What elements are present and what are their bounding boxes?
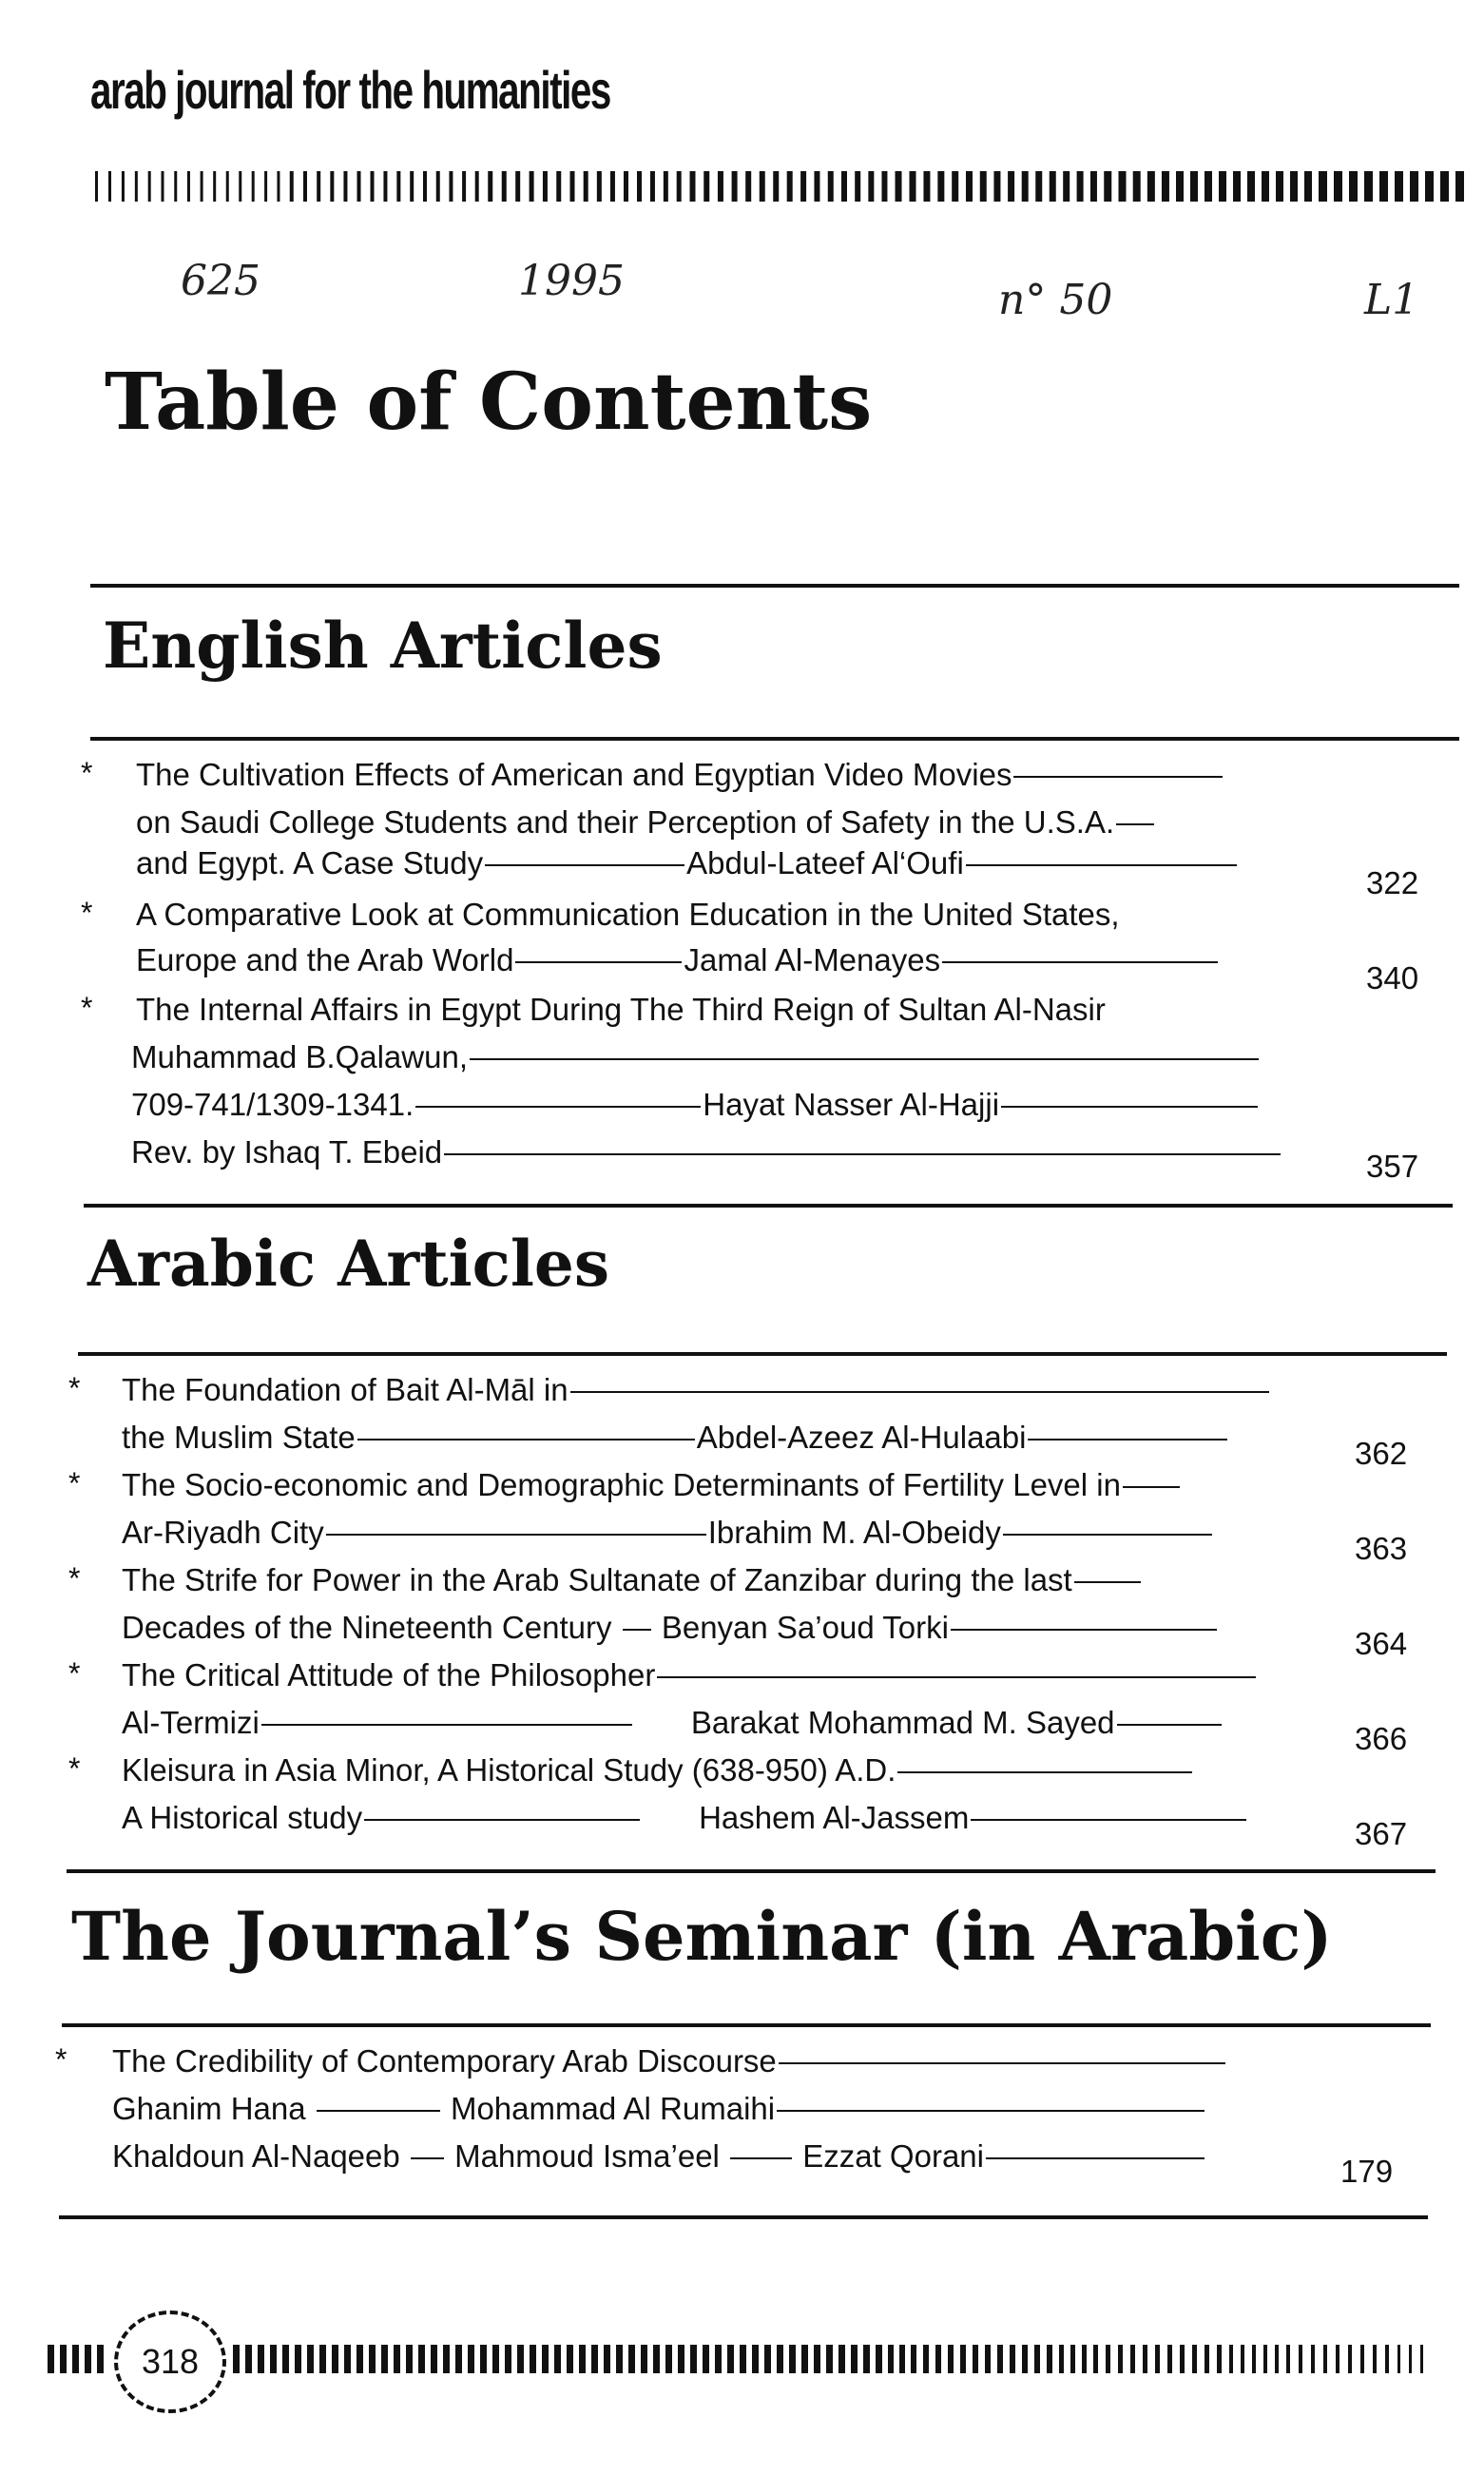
article-title-line: on Saudi College Students and their Perception of Safety in the U.S.A. (136, 805, 1156, 840)
article-title-line: The Credibility of Contemporary Arab Discourse (112, 2044, 1227, 2079)
article-title-line: Decades of the Nineteenth Century Benyan Sa’oud Torki (122, 1611, 1219, 1645)
section-heading-english: English Articles (103, 609, 663, 683)
article-author: Hashem Al-Jassem (699, 1800, 970, 1835)
article-author: Abdel-Azeez Al-Hulaabi (696, 1420, 1027, 1455)
section-divider (90, 584, 1459, 588)
article-title-line: A Historical study Hashem Al-Jassem (122, 1801, 1248, 1835)
article-title-line: Europe and the Arab World Jamal Al-Menayes (136, 943, 1220, 977)
page-number: 363 (1355, 1531, 1408, 1566)
section-heading-arabic: Arabic Articles (87, 1227, 610, 1301)
article-title-line: The Socio-economic and Demographic Determinants of Fertility Level in (122, 1468, 1182, 1502)
handwritten-note-year: 1995 (518, 257, 625, 305)
bullet-icon: * (68, 1466, 81, 1500)
article-title-line: 709-741/1309-1341. Hayat Nasser Al-Hajji (131, 1088, 1260, 1122)
section-divider (90, 737, 1459, 741)
section-divider (59, 2215, 1428, 2219)
section-divider (62, 2023, 1431, 2027)
article-title-line: The Strife for Power in the Arab Sultanate of Zanzibar during the last (122, 1563, 1143, 1597)
bullet-icon: * (81, 896, 93, 930)
bullet-icon: * (68, 1656, 81, 1691)
page-number: 366 (1355, 1721, 1408, 1756)
page-number: 362 (1355, 1436, 1408, 1471)
article-title-line: Kleisura in Asia Minor, A Historical Study (638-950) A.D. (122, 1753, 1194, 1788)
article-title-line: The Foundation of Bait Al-Māl in (122, 1373, 1271, 1407)
section-divider (78, 1352, 1447, 1356)
article-title-line: the Muslim State Abdel-Azeez Al-Hulaabi (122, 1421, 1229, 1455)
handwritten-note-code: L1 (1364, 276, 1419, 324)
section-heading-seminar: The Journal’s Seminar (in Arabic) (71, 1897, 1333, 1976)
footer-barcode-decoration (48, 2341, 1426, 2379)
article-author: Ibrahim M. Al-Obeidy (707, 1515, 1001, 1550)
bullet-icon: * (68, 1371, 81, 1405)
page-title: Table of Contents (105, 357, 873, 448)
article-title-line: The Cultivation Effects of American and Egyptian Video Movies (136, 758, 1224, 792)
article-title-line: The Internal Affairs in Egypt During The Third Reign of Sultan Al-Nasir (136, 992, 1106, 1027)
seminar-participants-line: Khaldoun Al-Naqeeb Mahmoud Isma’eel Ezzat Qorani (112, 2139, 1206, 2174)
section-divider (84, 1204, 1453, 1208)
page-number: 179 (1340, 2154, 1394, 2189)
seminar-participants-line: Ghanim Hana Mohammad Al Rumaihi (112, 2092, 1206, 2126)
article-title-line: Muhammad B.Qalawun, (131, 1040, 1261, 1074)
page-number: 340 (1366, 960, 1419, 996)
article-author: Hayat Nasser Al-Hajji (703, 1087, 1000, 1122)
bullet-icon: * (81, 991, 93, 1025)
article-reviewer: Rev. by Ishaq T. Ebeid (131, 1135, 1282, 1170)
article-author: Benyan Sa’oud Torki (661, 1610, 949, 1645)
article-title-line: The Critical Attitude of the Philosopher (122, 1658, 1258, 1692)
page-number: 367 (1355, 1816, 1408, 1851)
page-number: 357 (1366, 1149, 1419, 1184)
article-author: Jamal Al-Menayes (684, 942, 941, 977)
masthead-barcode-decoration (95, 171, 1464, 202)
article-author: Barakat Mohammad M. Sayed (690, 1705, 1115, 1740)
section-divider (67, 1869, 1436, 1873)
article-title-line: Ar-Riyadh City Ibrahim M. Al-Obeidy (122, 1516, 1214, 1550)
journal-masthead: arab journal for the humanities (90, 60, 610, 120)
bullet-icon: * (81, 756, 93, 790)
page-number: 322 (1366, 865, 1419, 900)
page-number: 364 (1355, 1626, 1408, 1661)
bullet-icon: * (68, 1751, 81, 1786)
article-author: Abdul-Lateef Al‘Oufi (686, 845, 964, 880)
footer-page-number: 318 (114, 2311, 226, 2413)
article-title-line: Al-Termizi Barakat Mohammad M. Sayed (122, 1706, 1224, 1740)
article-title-line: and Egypt. A Case Study Abdul-Lateef Al‘Oufi (136, 846, 1239, 880)
bullet-icon: * (68, 1561, 81, 1595)
bullet-icon: * (55, 2042, 67, 2077)
article-title-line: A Comparative Look at Communication Education in the United States, (136, 897, 1120, 932)
handwritten-note-number: 625 (181, 257, 260, 305)
handwritten-note-issue: n° 50 (998, 276, 1113, 324)
